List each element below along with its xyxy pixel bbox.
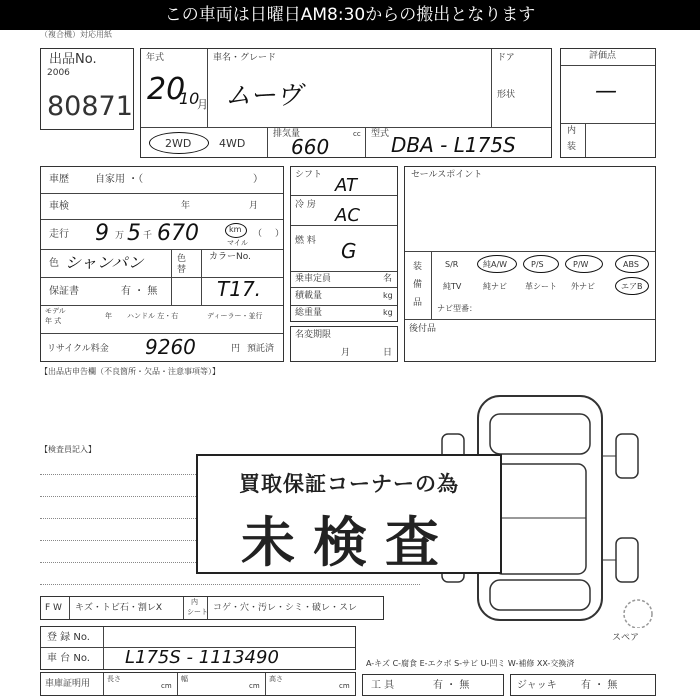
gross-unit: kg [383, 308, 393, 317]
fuel-label: 燃 料 [295, 236, 316, 246]
mileage-rest-value: 670 [157, 221, 199, 246]
cert-label: 車庫証明用 [45, 679, 91, 689]
stamp-line-2: 未検査 [241, 511, 457, 574]
mileage-note: （ [253, 229, 263, 239]
renewal-box [290, 326, 398, 362]
registration-box [40, 626, 356, 670]
shape-label: 形状 [497, 90, 516, 100]
history-close: ） [253, 174, 263, 185]
displacement-unit: cc [353, 130, 361, 138]
equip-genuine-tv: 純TV [443, 282, 462, 291]
inspection-year: 年 [181, 201, 191, 211]
mileage-mile: マイル [227, 239, 248, 247]
mileage-label: 走行 [49, 229, 69, 240]
history-value: 自家用 ・（ [95, 174, 144, 185]
shift-label: シフト [295, 170, 323, 180]
model-type-value: DBA - L175S [391, 133, 516, 157]
fuel-value: G [341, 239, 357, 263]
not-inspected-stamp [196, 454, 502, 574]
details-box [40, 166, 284, 362]
displacement-label: 排気量 [273, 129, 301, 139]
recycle-label: リサイクル料金 [47, 344, 109, 354]
capacity-unit: 名 [383, 274, 393, 284]
form-header: （複合機）対応用紙 [40, 30, 112, 39]
drive-2wd: 2WD [165, 137, 192, 150]
vehicle-info-box [140, 48, 552, 158]
equip-alloy-wheel: 純A/W [483, 260, 508, 269]
model-row-label-1: モデル [45, 307, 66, 315]
cert-width-unit: cm [249, 682, 260, 690]
aftermarket-label: 後付品 [409, 324, 437, 334]
damage-legend: A-キズ C-腐食 E-エクボ S-サビ U-凹ミ W-補修 XX-交換済 [366, 659, 575, 668]
interior-label-2: 装 [567, 142, 577, 152]
color-change-2: 替 [177, 265, 187, 275]
model-type-label: 型式 [371, 129, 390, 139]
year-value: 20 [147, 72, 186, 107]
tools-option: 有 ・ 無 [433, 680, 470, 691]
score-label: 評価点 [589, 51, 617, 61]
jack-box [510, 674, 656, 696]
shift-value: AT [335, 175, 357, 196]
score-value: — [595, 79, 617, 104]
car-name-label: 車名・グレード [213, 53, 277, 63]
equipment-label-1: 装 [413, 262, 423, 272]
recycle-unit: 円 [231, 344, 241, 354]
sales-box [404, 166, 656, 362]
spare-label: スペア [612, 633, 640, 643]
seller-notes-label: 【出品店申告欄（不良箇所・欠品・注意事項等）】 [40, 367, 220, 376]
color-change-1: 色 [177, 254, 187, 264]
chassis-label: 車 台 No. [47, 653, 90, 664]
inspection-label: 車検 [49, 201, 69, 212]
equip-sr: S/R [445, 260, 459, 269]
color-code-label: カラーNo. [209, 252, 251, 262]
mileage-man: 万 [115, 231, 125, 241]
equip-abs: ABS [623, 260, 639, 269]
car-name-value: ムーヴ [225, 81, 302, 111]
equip-leather-seat: 革シート [525, 282, 557, 291]
inspector-notes-label: 【検査員記入】 [40, 445, 96, 454]
seat-label-2: シート [187, 608, 208, 616]
recycle-value: 9260 [145, 335, 196, 359]
jack-label: ジャッキ [517, 680, 557, 691]
cert-length-unit: cm [161, 682, 172, 690]
lot-label: 出品No. [49, 52, 97, 67]
fw-label: F W [45, 603, 62, 613]
fw-text: キズ・トビ石・割レX [75, 603, 162, 613]
lot-number: 80871 [47, 91, 133, 122]
fw-box [40, 596, 384, 620]
load-unit: kg [383, 291, 393, 300]
sales-point-label: セールスポイント [411, 170, 483, 180]
jack-option: 有 ・ 無 [581, 680, 618, 691]
cert-width: 幅 [181, 675, 188, 683]
chassis-value: L175S - 1113490 [125, 647, 279, 668]
gross-label: 総重量 [295, 308, 323, 318]
color-value: シャンパン [65, 253, 144, 272]
mileage-sen-value: 5 [127, 221, 141, 246]
equip-power-window: P/W [573, 260, 589, 269]
tools-label: 工 具 [371, 680, 395, 691]
drive-4wd: 4WD [219, 137, 246, 150]
renewal-month: 月 [341, 348, 351, 358]
seat-label-1: 内 [191, 598, 198, 606]
capacity-label: 乗車定員 [295, 274, 332, 284]
equip-airbag: エアB [621, 282, 643, 291]
cert-length: 長さ [107, 675, 121, 683]
cert-height-unit: cm [339, 682, 350, 690]
aircon-value: AC [335, 205, 360, 226]
lot-year-stamp: 2006 [47, 68, 70, 78]
renewal-day: 日 [383, 348, 393, 358]
equip-power-steering: P/S [531, 260, 544, 269]
color-label: 色 [49, 258, 59, 269]
lot-box [40, 48, 134, 130]
load-label: 積載量 [295, 291, 323, 301]
score-box [560, 48, 656, 158]
stamp-line-1: 買取保証コーナーの為 [239, 472, 459, 496]
seat-text: コゲ・穴・汚レ・シミ・破レ・スレ [213, 603, 358, 613]
history-label: 車歴 [49, 174, 69, 185]
displacement-value: 660 [291, 135, 330, 159]
navi-model-label: ナビ型番： [437, 304, 477, 313]
inspection-month: 月 [249, 201, 259, 211]
interior-label-1: 内 [567, 126, 577, 136]
model-row-dealer: ディーラー・並行 [207, 312, 263, 320]
model-row-year: 年 [105, 312, 112, 320]
warranty-label: 保証書 [49, 286, 79, 297]
renewal-label: 名変期限 [295, 330, 332, 340]
equipment-label-3: 品 [413, 298, 423, 308]
cert-box [40, 672, 356, 696]
recycle-deposit: 預託済 [247, 344, 275, 354]
tools-box [362, 674, 504, 696]
equip-aftermarket-navi: 外ナビ [571, 282, 595, 291]
year-label: 年式 [146, 53, 165, 63]
aircon-label: 冷 房 [295, 200, 316, 210]
carry-out-banner: この車両は日曜日AM8:30からの搬出となります [0, 0, 700, 30]
equip-genuine-navi: 純ナビ [483, 282, 507, 291]
model-row-handle: ハンドル 左・右 [127, 312, 179, 320]
model-row-label-2: 年 式 [45, 317, 62, 325]
month-value: 10 [179, 89, 200, 108]
mileage-man-value: 9 [95, 221, 109, 246]
registration-label: 登 録 No. [47, 632, 90, 643]
warranty-option: 有 ・ 無 [121, 286, 158, 297]
cert-height: 高さ [269, 675, 283, 683]
mileage-sen: 千 [143, 231, 153, 241]
mileage-km: km [229, 225, 242, 234]
color-code-value: T17. [217, 277, 262, 301]
specs-box [290, 166, 398, 322]
mileage-close: ） [275, 229, 285, 239]
door-label: ドア [497, 53, 515, 63]
equipment-label-2: 備 [413, 280, 423, 290]
month-suffix: 月 [197, 98, 208, 111]
